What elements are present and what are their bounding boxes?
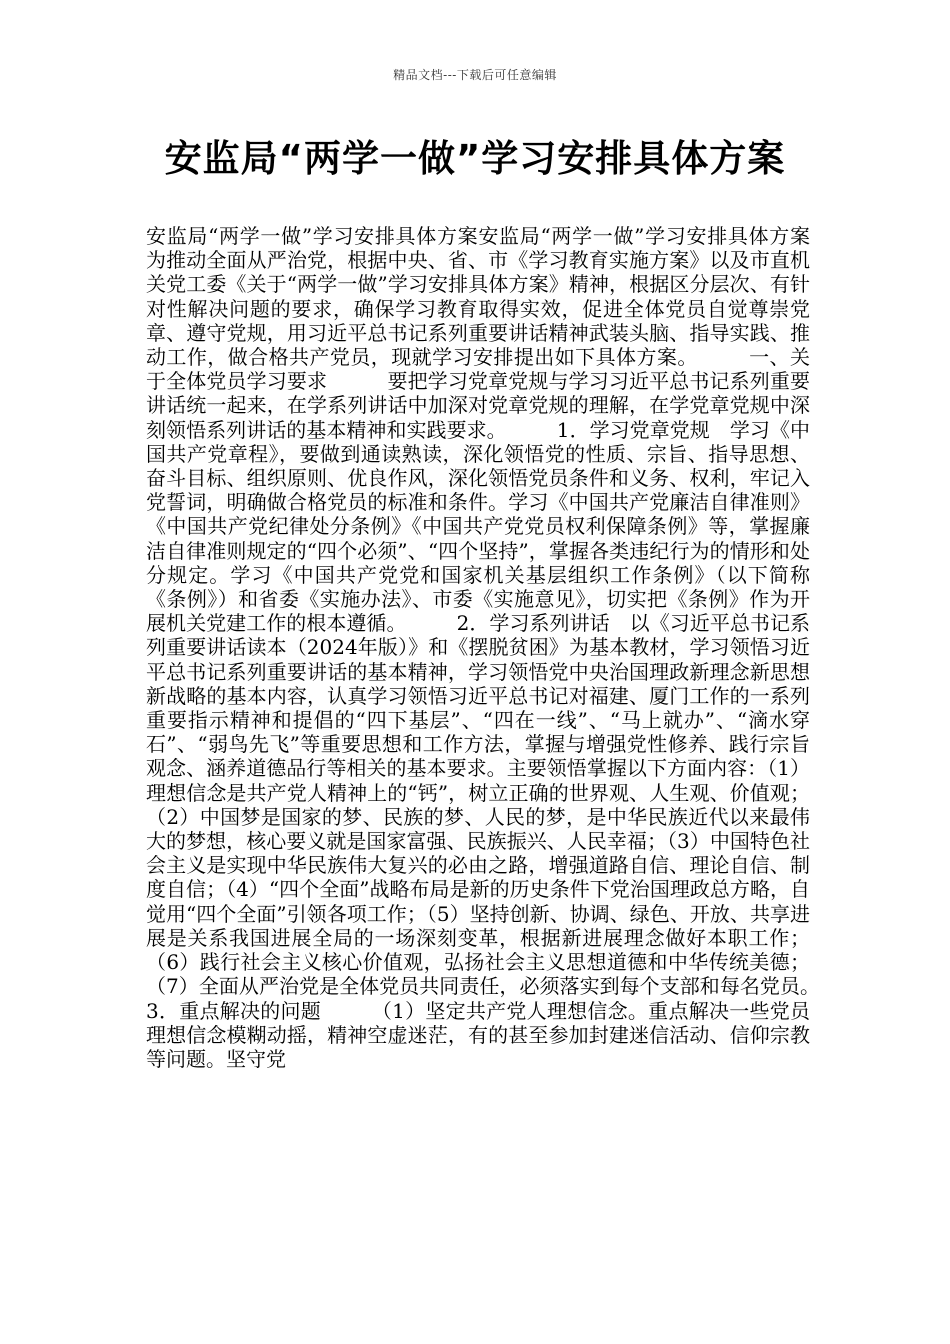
header-note: 精品文档---下载后可任意编辑: [393, 68, 557, 82]
document-title: 安监局“两学一做”学习安排具体方案: [164, 137, 786, 180]
document-body: 安监局“两学一做”学习安排具体方案安监局“两学一做”学习安排具体方案 为推动全面从严治党，根据中央、省、市《学习教育实施方案》以及市直机关党工委《关于“两学一做”学习安排具体方案》精神，根据区分层次、有针对性解决问题的要求，确保学习教育取得实效，促进全体党员自觉尊崇党章、遵守党规，用习近平总书记系列重要讲话精神武装头脑、指导实践、推动工作，做合格共产党员，现就学习安排提出如下具体方案。 一、关于全体党员学习要求 要把学习党章党规与学习习近平总书记系列重要讲话统一起来，在学系列讲话中加深对党章党规的理解，在学党章党规中深刻领悟系列讲话的基本精神和实践要求。 1．学习党章党规 学习《中国共产党章程》，要做到通读熟读，深化领悟党的性质、宗旨、指导思想、奋斗目标、组织原则、优良作风，深化领悟党员条件和义务、权利，牢记入党誓词，明确做合格党员的标准和条件。学习《中国共产党廉洁自律准则》《中国共产党纪律处分条例》《中国共产党党员权利保障条例》等，掌握廉洁自律准则规定的“四个必须”、“四个坚持”，掌握各类违纪行为的情形和处分规定。学习《中国共产党党和国家机关基层组织工作条例》（以下简称《条例》）和省委《实施办法》、市委《实施意见》，切实把《条例》作为开展机关党建工作的根本遵循。 2．学习系列讲话 以《习近平总书记系列重要讲话读本（2024年版）》和《摆脱贫困》为基本教材，学习领悟习近平总书记系列重要讲话的基本精神，学习领悟党中央治国理政新理念新思想新战略的基本内容，认真学习领悟习近平总书记对福建、厦门工作的一系列重要指示精神和提倡的“四下基层”、“四在一线”、“马上就办”、“滴水穿石”、“弱鸟先飞”等重要思想和工作方法，掌握与增强党性修养、践行宗旨观念、涵养道德品行等相关的基本要求。主要领悟掌握以下方面内容：（1）理想信念是共产党人精神上的“钙”，树立正确的世界观、人生观、价值观；（2）中国梦是国家的梦、民族的梦、人民的梦，是中华民族近代以来最伟大的梦想，核心要义就是国家富强、民族振兴、人民幸福；（3）中国特色社会主义是实现中华民族伟大复兴的必由之路，增强道路自信、理论自信、制度自信；（4）“四个全面”战略布局是新的历史条件下党治国理政总方略，自觉用“四个全面”引领各项工作；（5）坚持创新、协调、绿色、开放、共享进展是关系我国进展全局的一场深刻变革，根据新进展理念做好本职工作；（6）践行社会主义核心价值观，弘扬社会主义思想道德和中华传统美德；（7）全面从严治党是全体党员共同责任，必须落实到每个支部和每名党员。 3．重点解决的问题 （1）坚定共产党人理想信念。重点解决一些党员理想信念模糊动摇，精神空虚迷茫，有的甚至参加封建迷信活动、信仰宗教等问题。坚守党: [146, 224, 890, 1071]
